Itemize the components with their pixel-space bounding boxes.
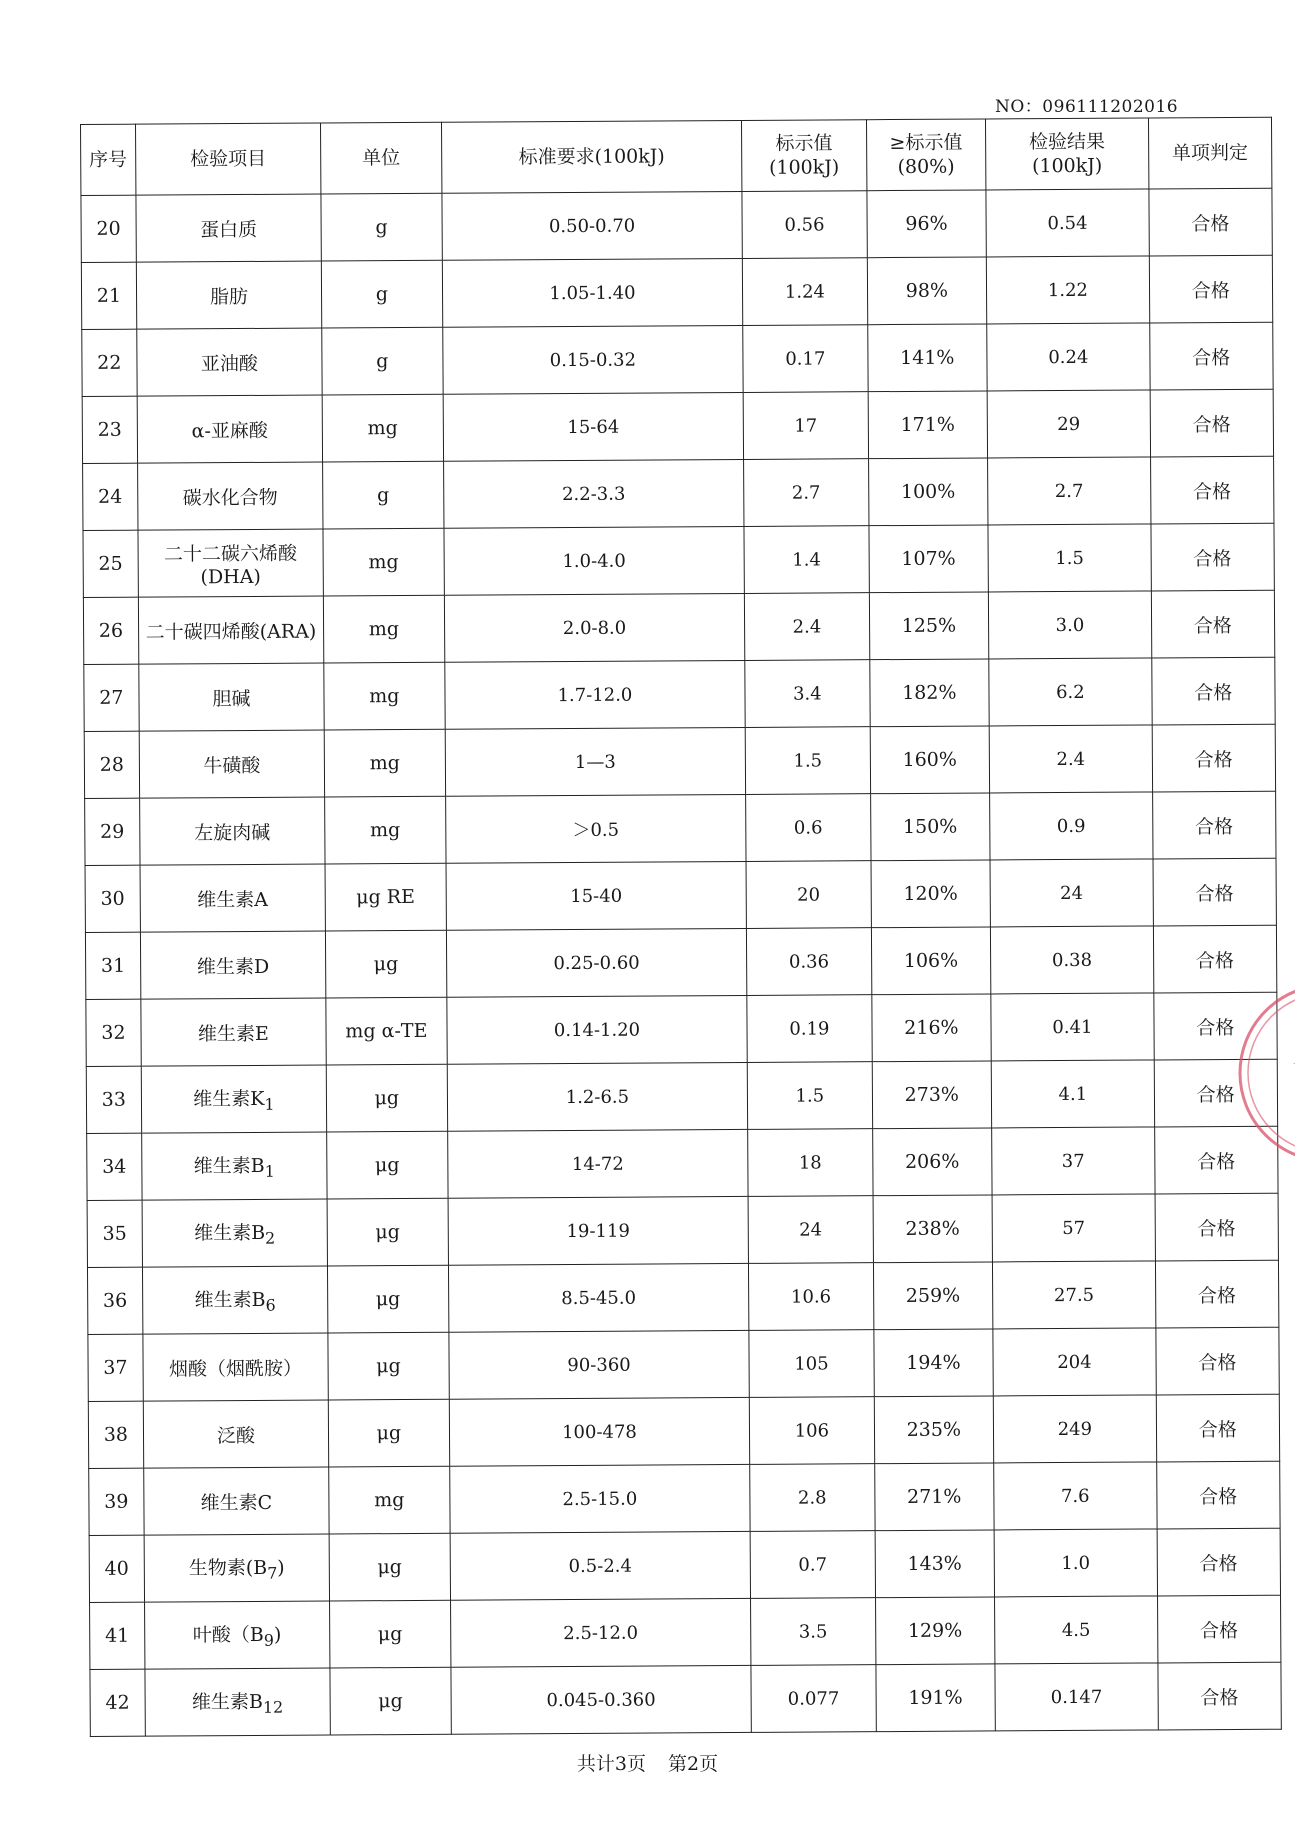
- cell-percent: 129%: [875, 1597, 995, 1665]
- table-row: [85, 925, 1276, 999]
- page-current: 第2页: [668, 1753, 719, 1775]
- cell-unit: mg: [323, 595, 444, 663]
- table-row: [90, 1662, 1281, 1736]
- cell-unit: μg: [327, 1131, 448, 1199]
- cell-percent: 238%: [873, 1195, 993, 1263]
- header-percent: ≥标示值 (80%): [866, 119, 986, 191]
- cell-item: 胆碱: [139, 663, 325, 731]
- cell-index: 22: [82, 329, 137, 396]
- cell-unit: μg: [327, 1265, 448, 1333]
- table-row: [86, 1059, 1277, 1133]
- cell-index: 20: [81, 195, 136, 262]
- cell-unit: μg: [328, 1399, 449, 1467]
- cell-label-value: 17: [743, 392, 868, 460]
- cell-unit: mg: [324, 662, 445, 730]
- cell-result: 0.54: [986, 189, 1149, 257]
- cell-index: 30: [85, 865, 140, 932]
- cell-unit: g: [321, 260, 442, 328]
- cell-verdict: 合格: [1152, 791, 1276, 859]
- cell-verdict: 合格: [1152, 724, 1276, 792]
- cell-label-value: 1.5: [745, 727, 870, 795]
- cell-result: 7.6: [994, 1462, 1157, 1530]
- cell-item: 左旋肉碱: [139, 797, 325, 865]
- cell-verdict: 合格: [1157, 1595, 1281, 1663]
- cell-label-value: 0.36: [747, 928, 872, 996]
- cell-item: 亚油酸: [137, 328, 323, 396]
- table-header: [81, 117, 1272, 195]
- cell-result: 0.38: [991, 926, 1154, 994]
- cell-item: 维生素C: [144, 1467, 330, 1535]
- cell-percent: 259%: [873, 1262, 993, 1330]
- cell-standard: 100-478: [449, 1397, 750, 1466]
- cell-percent: 206%: [872, 1128, 992, 1196]
- cell-label-value: 24: [748, 1196, 873, 1264]
- cell-standard: 1.0-4.0: [444, 526, 745, 595]
- cell-standard: 0.25-0.60: [446, 928, 747, 997]
- cell-unit: mg α-TE: [326, 997, 447, 1065]
- cell-percent: 160%: [870, 726, 990, 794]
- cell-item: 叶酸$(B_9)$: [144, 1601, 330, 1669]
- cell-result: 24: [990, 859, 1153, 927]
- cell-label-value: 1.5: [747, 1062, 872, 1130]
- cell-index: 28: [84, 731, 139, 798]
- cell-index: 35: [87, 1200, 142, 1267]
- cell-item: 脂肪: [136, 261, 322, 329]
- cell-verdict: 合格: [1155, 1193, 1279, 1261]
- cell-standard: 0.50-0.70: [442, 191, 743, 260]
- cell-result: 0.9: [990, 792, 1153, 860]
- cell-unit: μg: [325, 930, 446, 998]
- cell-standard: 1—3: [445, 727, 746, 796]
- cell-unit: μg: [326, 1064, 447, 1132]
- cell-verdict: 合格: [1153, 858, 1277, 926]
- cell-label-value: 20: [746, 861, 871, 929]
- cell-verdict: 合格: [1149, 255, 1273, 323]
- cell-standard: 90-360: [449, 1330, 750, 1399]
- cell-item: 维生素$B_1$: [141, 1132, 327, 1200]
- cell-percent: 216%: [871, 994, 991, 1062]
- cell-item: α-亚麻酸: [137, 395, 323, 463]
- cell-standard: 0.045-0.360: [451, 1665, 752, 1734]
- cell-result: 1.5: [988, 524, 1151, 592]
- cell-percent: 98%: [867, 257, 987, 325]
- cell-index: 25: [83, 530, 138, 597]
- cell-index: 21: [81, 262, 136, 329]
- cell-item: 维生素$K_1$: [141, 1065, 327, 1133]
- cell-index: 31: [85, 932, 140, 999]
- cell-verdict: 合格: [1156, 1394, 1280, 1462]
- cell-percent: 96%: [867, 190, 987, 258]
- cell-item: 二十二碳六烯酸 (DHA): [138, 529, 324, 597]
- cell-label-value: 18: [748, 1129, 873, 1197]
- cell-item: 生物素$(B_7)$: [144, 1534, 330, 1602]
- cell-label-value: 105: [749, 1330, 874, 1398]
- cell-item: 维生素$B_6$: [142, 1266, 328, 1334]
- cell-result: 4.5: [995, 1596, 1158, 1664]
- cell-item: 泛酸: [143, 1400, 329, 1468]
- cell-percent: 107%: [869, 525, 989, 593]
- cell-result: 2.7: [988, 457, 1151, 525]
- cell-item: 维生素E: [141, 998, 327, 1066]
- cell-verdict: 合格: [1151, 523, 1275, 591]
- cell-verdict: 合格: [1158, 1662, 1282, 1730]
- cell-index: 27: [84, 664, 139, 731]
- cell-unit: g: [322, 327, 443, 395]
- cell-standard: 1.7-12.0: [444, 660, 745, 729]
- table-row: [88, 1327, 1279, 1401]
- cell-index: 38: [88, 1401, 143, 1468]
- cell-label-value: 2.7: [744, 459, 869, 527]
- cell-label-value: 3.4: [745, 660, 870, 728]
- cell-index: 32: [86, 999, 141, 1066]
- cell-verdict: 合格: [1154, 1059, 1278, 1127]
- cell-standard: ＞0.5: [445, 794, 746, 863]
- cell-unit: mg: [322, 394, 443, 462]
- cell-unit: μg: [330, 1600, 451, 1668]
- cell-percent: 271%: [874, 1463, 994, 1531]
- table-row: [86, 992, 1277, 1066]
- table-row: [82, 322, 1273, 396]
- cell-standard: 15-64: [443, 392, 744, 461]
- cell-unit: μg: [329, 1533, 450, 1601]
- cell-item: 碳水化合物: [137, 462, 323, 530]
- cell-verdict: 合格: [1149, 188, 1273, 256]
- cell-label-value: 0.7: [750, 1531, 875, 1599]
- cell-unit: mg: [325, 796, 446, 864]
- cell-standard: 14-72: [447, 1129, 748, 1198]
- cell-label-value: 2.4: [745, 593, 870, 661]
- cell-label-value: 2.8: [750, 1464, 875, 1532]
- cell-item: 牛磺酸: [139, 730, 325, 798]
- cell-standard: 2.0-8.0: [444, 593, 745, 662]
- cell-item: 蛋白质: [136, 194, 322, 262]
- document-number: NO：096111202016: [995, 97, 1179, 117]
- cell-unit: mg: [324, 729, 445, 797]
- cell-standard: 1.05-1.40: [442, 258, 743, 327]
- cell-percent: 100%: [868, 458, 988, 526]
- cell-index: 42: [90, 1669, 145, 1736]
- table-row: [81, 188, 1272, 262]
- cell-percent: 141%: [867, 324, 987, 392]
- header-unit: 单位: [320, 122, 441, 194]
- cell-item: 二十碳四烯酸(ARA): [138, 596, 324, 664]
- cell-index: 40: [89, 1535, 144, 1602]
- page-footer: [0, 1749, 1295, 1776]
- table-row: [84, 724, 1275, 798]
- table-row: [83, 590, 1274, 664]
- cell-verdict: 合格: [1151, 657, 1275, 725]
- cell-item: 烟酸（烟酰胺）: [143, 1333, 329, 1401]
- cell-label-value: 0.19: [747, 995, 872, 1063]
- table-row: [83, 456, 1274, 530]
- cell-percent: 235%: [874, 1396, 994, 1464]
- cell-result: 6.2: [989, 658, 1152, 726]
- cell-label-value: 0.077: [751, 1665, 876, 1733]
- cell-item: 维生素D: [140, 931, 326, 999]
- cell-label-value: 0.17: [743, 325, 868, 393]
- cell-label-value: 3.5: [751, 1598, 876, 1666]
- cell-index: 33: [86, 1066, 141, 1133]
- cell-verdict: 合格: [1153, 992, 1277, 1060]
- cell-percent: 194%: [873, 1329, 993, 1397]
- table-row: [90, 1595, 1281, 1669]
- cell-label-value: 0.56: [742, 191, 867, 259]
- official-seal-stamp: [1218, 978, 1295, 1208]
- cell-standard: 2.5-15.0: [449, 1464, 750, 1533]
- cell-unit: μg RE: [325, 863, 446, 931]
- cell-item: 维生素$B_2$: [142, 1199, 328, 1267]
- header-result: 检验结果 (100kJ): [986, 118, 1149, 190]
- table-row: [87, 1260, 1278, 1334]
- cell-label-value: 0.6: [746, 794, 871, 862]
- cell-standard: 2.5-12.0: [450, 1598, 751, 1667]
- cell-unit: μg: [328, 1332, 449, 1400]
- table-row: [82, 389, 1273, 463]
- cell-percent: 143%: [875, 1530, 995, 1598]
- cell-standard: 0.5-2.4: [450, 1531, 751, 1600]
- header-label-value: 标示值 (100kJ): [742, 120, 867, 192]
- cell-percent: 125%: [869, 592, 989, 660]
- table-row: [89, 1461, 1280, 1535]
- cell-result: 57: [992, 1194, 1155, 1262]
- cell-index: 24: [83, 463, 138, 530]
- cell-percent: 191%: [876, 1664, 996, 1732]
- cell-percent: 171%: [868, 391, 988, 459]
- cell-verdict: 合格: [1150, 389, 1274, 457]
- cell-standard: 19-119: [448, 1196, 749, 1265]
- table-body: [81, 188, 1281, 1736]
- cell-result: 204: [993, 1328, 1156, 1396]
- cell-result: 2.4: [989, 725, 1152, 793]
- cell-result: 0.147: [995, 1663, 1158, 1731]
- cell-verdict: 合格: [1149, 322, 1273, 390]
- cell-verdict: 合格: [1154, 1126, 1278, 1194]
- header-index: 序号: [81, 124, 136, 195]
- cell-index: 23: [82, 396, 137, 463]
- cell-index: 39: [89, 1468, 144, 1535]
- cell-label-value: 1.24: [743, 258, 868, 326]
- cell-verdict: 合格: [1155, 1260, 1279, 1328]
- cell-standard: 1.2-6.5: [447, 1062, 748, 1131]
- cell-unit: mg: [323, 528, 444, 596]
- table-row: [87, 1193, 1278, 1267]
- cell-percent: 150%: [870, 793, 990, 861]
- cell-standard: 15-40: [446, 861, 747, 930]
- table-row: [85, 858, 1276, 932]
- cell-result: 37: [992, 1127, 1155, 1195]
- cell-standard: 2.2-3.3: [443, 459, 744, 528]
- cell-standard: 0.15-0.32: [442, 325, 743, 394]
- cell-standard: 8.5-45.0: [448, 1263, 749, 1332]
- cell-unit: μg: [327, 1198, 448, 1266]
- table-row: [88, 1394, 1279, 1468]
- cell-index: 41: [90, 1602, 145, 1669]
- table-row: [87, 1126, 1278, 1200]
- header-standard: 标准要求(100kJ): [441, 120, 742, 193]
- header-item: 检验项目: [135, 123, 321, 195]
- cell-unit: μg: [330, 1667, 451, 1735]
- header-verdict: 单项判定: [1148, 117, 1272, 189]
- cell-result: 4.1: [991, 1060, 1154, 1128]
- cell-percent: 120%: [871, 860, 991, 928]
- cell-result: 0.24: [987, 323, 1150, 391]
- table-row: [81, 255, 1272, 329]
- cell-result: 27.5: [993, 1261, 1156, 1329]
- table-row: [85, 791, 1276, 865]
- cell-percent: 182%: [869, 659, 989, 727]
- table-row: [83, 523, 1274, 597]
- page-total: 共计3页: [576, 1753, 646, 1775]
- cell-item: 维生素A: [140, 864, 326, 932]
- cell-result: 29: [987, 390, 1150, 458]
- cell-percent: 273%: [872, 1061, 992, 1129]
- cell-item: 维生素$B_{12}$: [145, 1668, 331, 1736]
- cell-index: 37: [88, 1334, 143, 1401]
- cell-index: 29: [85, 798, 140, 865]
- cell-verdict: 合格: [1151, 590, 1275, 658]
- cell-label-value: 106: [749, 1397, 874, 1465]
- cell-unit: mg: [329, 1466, 450, 1534]
- cell-index: 36: [87, 1267, 142, 1334]
- cell-result: 3.0: [989, 591, 1152, 659]
- cell-result: 1.22: [986, 256, 1149, 324]
- cell-index: 26: [83, 597, 138, 664]
- cell-result: 1.0: [994, 1529, 1157, 1597]
- header-row: [81, 117, 1272, 195]
- cell-label-value: 1.4: [744, 526, 869, 594]
- cell-label-value: 10.6: [749, 1263, 874, 1331]
- cell-unit: g: [321, 193, 442, 261]
- cell-verdict: 合格: [1153, 925, 1277, 993]
- cell-verdict: 合格: [1156, 1327, 1280, 1395]
- table-row: [89, 1528, 1280, 1602]
- cell-result: 0.41: [991, 993, 1154, 1061]
- cell-verdict: 合格: [1156, 1461, 1280, 1529]
- cell-standard: 0.14-1.20: [447, 995, 748, 1064]
- cell-index: 34: [87, 1133, 142, 1200]
- cell-verdict: 合格: [1157, 1528, 1281, 1596]
- table-row: [84, 657, 1275, 731]
- cell-unit: g: [323, 461, 444, 529]
- cell-verdict: 合格: [1150, 456, 1274, 524]
- cell-percent: 106%: [871, 927, 991, 995]
- cell-result: 249: [993, 1395, 1156, 1463]
- inspection-table: [80, 117, 1282, 1737]
